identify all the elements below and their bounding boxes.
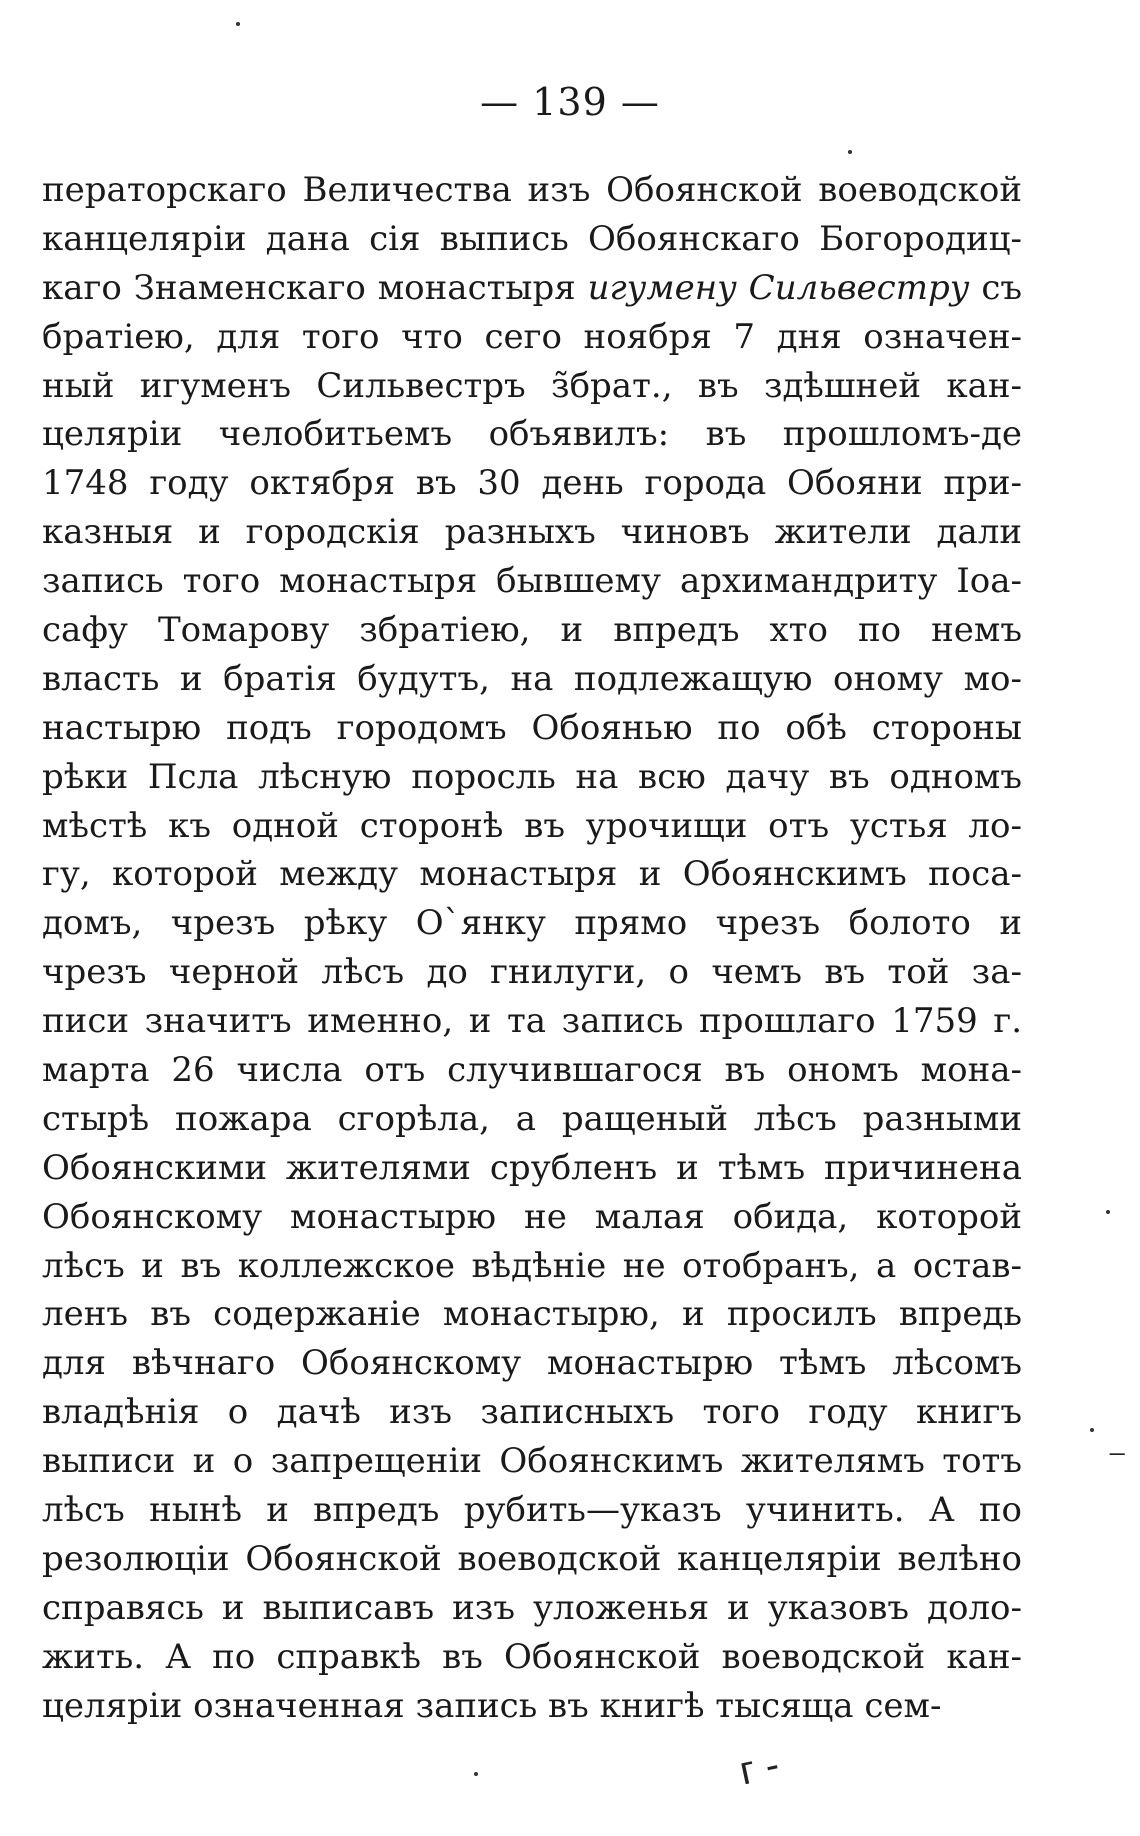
text-line: ный игуменъ Сильвестръ з̃брат., въ здѣшней кан-: [42, 365, 1022, 406]
text-line: казныя и городскія разныхъ чиновъ жители дали: [42, 512, 1022, 553]
text-line: лѣсъ нынѣ и впредъ рубить—указъ учинить. А по: [42, 1490, 1022, 1531]
text-line: справясь и выписавъ изъ уложенья и указовъ доло-: [42, 1587, 1022, 1628]
text-line: рѣки Псла лѣсную поросль на всю дачу въ одномъ: [42, 756, 1022, 797]
text-line: Обоянскими жителями срубленъ и тѣмъ причинена: [42, 1147, 1022, 1188]
italic-name: игумену Сильвестру: [587, 267, 970, 308]
speck: [1106, 1210, 1110, 1214]
text-line: гу, которой между монастыря и Обоянскимъ поса-: [42, 854, 1022, 895]
body-text: [42, 166, 1022, 1731]
text-line: мѣстѣ къ одной сторонѣ въ урочищи отъ устья ло-: [42, 805, 1022, 846]
text-line: ператорскаго Величества изъ Обоянской воеводской: [42, 170, 1022, 210]
text-line: сафу Томарову збратіею, и впредъ хто по немъ: [42, 610, 1022, 651]
page-number: — 139 —: [480, 80, 660, 124]
speck: [236, 22, 240, 26]
text-line: 1748 году октября въ 30 день города Обояни при-: [42, 463, 1022, 504]
text-line: писи значитъ именно, и та запись прошлаго 1759 г.: [42, 1001, 1022, 1042]
text-line: запись того монастыря бывшему архимандриту Іоа-: [42, 561, 1022, 602]
text-line: чрезъ черной лѣсъ до гнилуги, о чемъ въ той за-: [42, 952, 1022, 993]
text-line: [42, 264, 1022, 313]
text-line: Обоянскому монастырю не малая обида, которой: [42, 1196, 1022, 1237]
text-line: для вѣчнаго Обоянскому монастырю тѣмъ лѣсомъ: [42, 1343, 1022, 1384]
text-line: выписи и о запрещеніи Обоянскимъ жителямъ тотъ: [42, 1441, 1022, 1482]
text-line: ленъ въ содержаніе монастырю, и просилъ впредь: [42, 1294, 1022, 1335]
text-line-start: каго Знаменскаго монастыря: [42, 267, 576, 308]
text-line: настырю подъ городомъ Обоянью по обѣ стороны: [42, 707, 1022, 748]
speck: [474, 1772, 478, 1776]
text-line: лѣсъ и въ коллежское вѣдѣніе не отобранъ, а остав-: [42, 1245, 1022, 1286]
margin-dash-mark: _: [1110, 1426, 1125, 1456]
text-line: братіею, для того что сего ноября 7 дня означен-: [42, 316, 1022, 357]
text-line: целяріи означенная запись въ книгѣ тысяща сем-: [42, 1685, 942, 1726]
text-line: стырѣ пожара сгорѣла, а ращеный лѣсъ разными: [42, 1098, 1022, 1139]
speck: [1090, 1428, 1094, 1432]
text-line-end: съ: [981, 267, 1022, 308]
text-line: целяріи челобитьемъ объявилъ: въ прошломъ-де: [42, 414, 1022, 455]
text-line: домъ, чрезъ рѣку О`янку прямо чрезъ болото и: [42, 903, 1022, 944]
text-line: канцеляріи дана сія выпись Обоянскаго Богородиц-: [42, 218, 1022, 259]
text-line: марта 26 числа отъ случившагося въ ономъ мона-: [42, 1050, 1022, 1091]
text-line: жить. А по справкѣ въ Обоянской воеводской кан-: [42, 1636, 1022, 1677]
speck: [848, 150, 852, 154]
text-line: власть и братія будутъ, на подлежащую оному мо-: [42, 658, 1022, 699]
text-line: резолюціи Обоянской воеводской канцеляріи велѣно: [42, 1538, 1022, 1579]
text-line: владѣнія о дачѣ изъ записныхъ того году книгъ: [42, 1392, 1022, 1433]
bottom-squiggle-mark: г -: [735, 1742, 784, 1794]
